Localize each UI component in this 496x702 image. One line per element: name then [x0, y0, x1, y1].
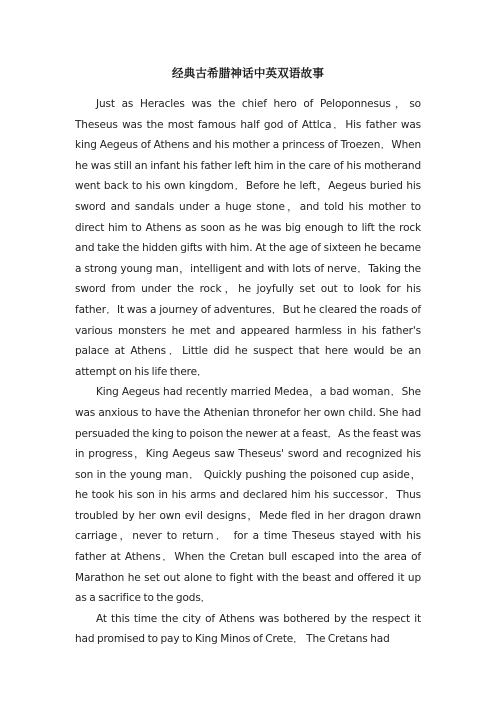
paragraph-athens-tribute: At this time the city of Athens was bothered by the respect it had promised to pay to King Minos of Crete． The Cretans had: [75, 612, 421, 646]
paragraph-theseus-origin: Just as Heracles was the chief hero of Peloponnesus，so Theseus was the most famous half god of Attlca．His father was king Aegeus of Athens and his mother a princess of Troezen．When he was still an infant his father left him in the care of his motherand went back to his own kingdom．Before he left，Aegeus buried his sword and sandals under a huge stone，and told his mother to direct him to Athens as soon as he was big enough to lift the rock and take the hidden gifts with him. At the age of sixteen he became a strong young man，intelligent and with lots of nerve．Taking the sword from under the rock，he joyfully set out to look for his father．It was a journey of adventures．But he cleared the roads of various monsters he met and appeared harmless in his father's palace at Athens．Little did he suspect that here would be an attempt on his life there．: [75, 98, 421, 378]
document-body: [75, 94, 421, 650]
paragraph-medea: King Aegeus had recently married Medea，a bad woman．She was anxious to have the Athenian thronefor her own child. She had persuaded the king to poison the newer at a feast．As the feast was in progress，King Aegeus saw Theseus' sword and recognized his son in the young man． Quickly pushing the poisoned cup aside，he took his son in his arms and declared him his successor．Thus troubled by her own evil designs，Mede fled in her dragon drawn carriage，never to return． for a time Theseus stayed with his father at Athens．When the Cretan bull escaped into the area of Marathon he set out alone to fight with the beast and offered it up as a sacrifice to the gods．: [75, 386, 421, 605]
document-title: 经典古希腊神话中英双语故事: [171, 66, 325, 80]
